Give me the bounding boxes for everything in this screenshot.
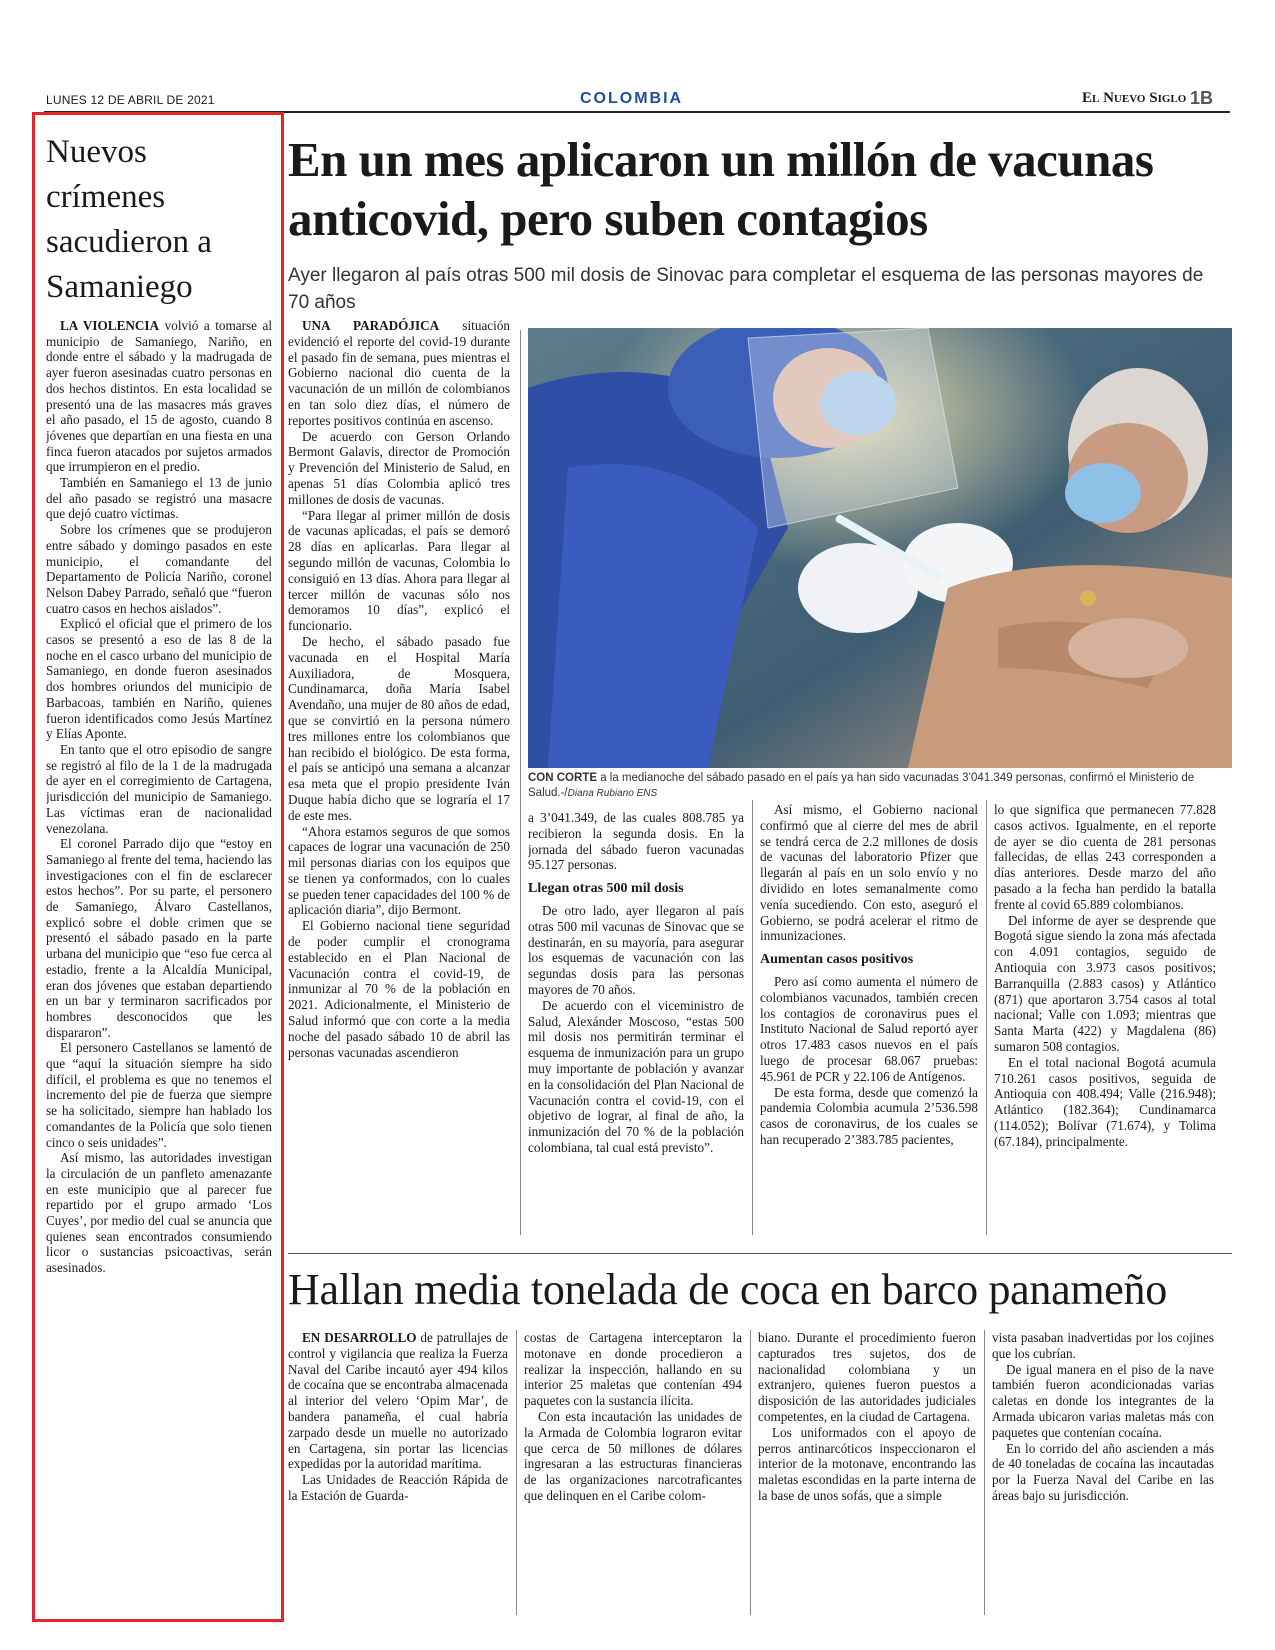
- column-divider: [520, 330, 521, 1235]
- article-paragraph: De hecho, el sábado pasado fue vacunada en el Hospital María Auxiliadora, de Mosquera, Cundinamarca, doña María Isabel Avendaño, una mujer de 80 años de edad, que se convirtió en la persona número tres millones entre los colombianos que han recibido el biológico. De esta forma, el país se anticipó una semana a alcanzar esa meta que el propio presidente Iván Duque había dicho que se lograría el 17 de este mes.: [288, 633, 510, 823]
- caption-text: a la medianoche del sábado pasado en el país ya han sido vacunadas 3’041.349 personas, confirmó el Ministerio de Salud.-/: [528, 772, 1195, 799]
- column-divider: [750, 1330, 751, 1615]
- vaccination-photo: [528, 328, 1232, 768]
- sidebar-kicker: LA VIOLENCIA: [60, 318, 160, 333]
- main-kicker: UNA PARADÓJICA: [302, 318, 440, 333]
- article-paragraph: “Para llegar al primer millón de dosis de vacunas aplicadas, el país se demoró 28 días en aplicarlas. Para llegar al segundo millón de vacunas, Colombia lo consiguió en 13 días. Ahora para llegar al tercer millón de vacunas sólo nos demoramos 10 días”, explicó el funcionario.: [288, 507, 510, 634]
- article-paragraph: a 3’041.349, de las cuales 808.785 ya recibieron la segunda dosis. En la jornada del sábado fueron vacunadas 95.127 personas.: [528, 810, 744, 873]
- second-column-3: [758, 1330, 976, 1620]
- sidebar-paragraph: Explicó el oficial que el primero de los casos se presentó a eso de las 8 de la noche en el casco urbano del municipio de Samaniego, en donde fueron asesinados dos hombres oriundos del municipio de Barbacoas, también en Nariño, quienes fueron identificados como Jesús Martínez y Elías Aponte.: [46, 616, 272, 742]
- second-kicker: EN DESARROLLO: [302, 1330, 417, 1345]
- article-paragraph: El Gobierno nacional tiene seguridad de poder cumplir el cronograma establecido en el Plan Nacional de Vacunación contra el covid-19, de inmunizar al 70 % de la población en 2021. Adicionalmente, el Ministerio de Salud informó que con corte a la media noche del pasado sábado 10 de abril las personas vacunadas ascendieron: [288, 918, 510, 1060]
- main-subheadline: Ayer llegaron al país otras 500 mil dosis de Sinovac para completar el esquema de las personas mayores de 70 años: [288, 265, 1204, 313]
- article-paragraph: De esta forma, desde que comenzó la pandemia Colombia acumula 2’536.598 casos de coronavirus, de los cuales se han recuperado 2’383.785 pacientes,: [760, 1084, 978, 1147]
- article-paragraph: De otro lado, ayer llegaron al país otras 500 mil vacunas de Sinovac que se destinarán, en su mayoría, para asegurar los esquemas de vacunación con las segundas dosis para las personas mayores de 70 años.: [528, 902, 744, 997]
- article-paragraph: lo que significa que permanecen 77.828 casos activos. Igualmente, en el reporte de ayer se dio cuenta de 281 personas fallecidas, de ellas 243 corresponden a días anteriores. Desde marzo del año pasado a la fecha han perdido la batalla frente al covid 65.889 colombianos.: [994, 802, 1216, 912]
- article-paragraph: vista pasaban inadvertidas por los cojines que los cubrían.: [992, 1330, 1214, 1361]
- article-subhead: Llegan otras 500 mil dosis: [528, 881, 684, 897]
- article-paragraph: Pero así como aumenta el número de colombianos vacunados, también crecen los contagios de coronavirus pues el Instituto Nacional de Salud reportó ayer otros 17.483 casos nuevos en el país luego de procesar 68.067 pruebas: 45.961 de PCR y 22.106 de Antígenos.: [760, 973, 978, 1084]
- page-number: 1B: [1190, 88, 1214, 108]
- article-paragraph: De acuerdo con Gerson Orlando Bermont Galavis, director de Promoción y Prevención del Ministerio de Salud, en apenas 51 días Colombia aplicó tres millones de dosis de vacunas.: [288, 428, 510, 507]
- sidebar-headline: Nuevos crímenes sacudieron a Samaniego: [46, 134, 212, 305]
- second-column-1: [288, 1330, 508, 1620]
- column-divider: [516, 1330, 517, 1615]
- sidebar-paragraph: Así mismo, las autoridades investigan la circulación de un panfleto amenazante en este municipio que al parecer fue repartido por el grupo armado ‘Los Cuyes’, por medio del cual se anuncia que quienes sean encontrados consumiendo licor o sustancias psicoactivas, serán asesinados.: [46, 1150, 272, 1276]
- article-paragraph: EN DESARROLLO de patrullajes de control y vigilancia que realiza la Fuerza Naval del Caribe incautó ayer 494 kilos de cocaína que se encontraba almacenada al interior del velero ‘Opim Mar’, de bandera panameña, el cual habría zarpado desde un muelle no autorizado en Cartagena, sin portar las licencias expedidas por la autoridad marítima.: [288, 1330, 508, 1472]
- photo-caption: [528, 771, 1232, 801]
- article-paragraph: De igual manera en el piso de la nave también fueron acondicionadas varias caletas en donde los integrantes de la Armada ubicaron varias maletas más con paquetes que contenían cocaína.: [992, 1361, 1214, 1440]
- column-divider: [986, 800, 987, 1235]
- main-column-3: [760, 802, 978, 1238]
- sidebar-paragraph: También en Samaniego el 13 de junio del año pasado se registró una masacre que dejó cuatro víctimas.: [46, 475, 272, 522]
- sidebar-paragraph: Sobre los crímenes que se produjeron entre sábado y domingo pasados en este municipio, el comandante del Departamento de Policía Nariño, coronel Nelson Dabey Parrado, señaló que “fueron cuatro casos en hechos aislados”.: [46, 522, 272, 616]
- main-column-2: [528, 810, 744, 1238]
- sidebar-paragraph: LA VIOLENCIA volvió a tomarse al municipio de Samaniego, Nariño, en donde entre el sábado y la madrugada de ayer fueron asesinadas cuatro personas en dos hechos distintos. En esta localidad se presentó una de las masacres más graves el año pasado, el 15 de agosto, cuando 8 jóvenes que departían en una fiesta en una finca fueron atacados por sujetos armados que irrumpieron en el predio.: [46, 318, 272, 475]
- article-paragraph: En lo corrido del año ascienden a más de 40 toneladas de cocaína las incautadas por la Fuerza Naval del Caribe en las áreas bajo su jurisdicción.: [992, 1440, 1214, 1503]
- article-subhead: Aumentan casos positivos: [760, 952, 914, 968]
- newspaper-brand: El Nuevo Siglo: [1082, 90, 1187, 106]
- article-paragraph: Las Unidades de Reacción Rápida de la Estación de Guarda-: [288, 1472, 508, 1503]
- sidebar-paragraph: En tanto que el otro episodio de sangre se registró al filo de la 1 de la madrugada de ayer en el corregimiento de Cartagena, jurisdicción del municipio de Samaniego. Las víctimas eran de nacionalidad venezolana.: [46, 741, 272, 836]
- second-column-4: [992, 1330, 1214, 1620]
- sidebar-paragraph: El personero Castellanos se lamentó de que “aquí la situación siempre ha sido difícil, el problema es que no tenemos el incremento del pie de fuerza que siempre se ha solicitado, siempre han hablado los comandantes de la Policía que solo tienen cinco o seis unidades”.: [46, 1040, 272, 1150]
- article-paragraph: Los uniformados con el apoyo de perros antinarcóticos inspeccionaron el interior de la motonave, encontrando las maletas escondidas en la parte interna de la base de unos sofás, que a simple: [758, 1424, 976, 1503]
- article-paragraph: Así mismo, el Gobierno nacional confirmó que al cierre del mes de abril se tendrá cerca de 2.2 millones de dosis de vacunas del laboratorio Pfizer que llegarán al país en un solo envío y no dividido en lotes semanalmente como venía sucediendo. Con esto, aseguró el Gobierno, se podrá acelerar el ritmo de inmunizaciones.: [760, 802, 978, 944]
- article-paragraph: Con esta incautación las unidades de la Armada de Colombia lograron evitar que cerca de 50 millones de dólares ingresaran a las estructuras financieras de las organizaciones narcotraficantes que delinquen en el Caribe colom-: [524, 1408, 742, 1503]
- article-paragraph: biano. Durante el procedimiento fueron capturados tres sujetos, dos de nacionalidad colombiana y un extranjero, quienes fueron puestos a disposición de las autoridades judiciales competentes, en la ciudad de Cartagena.: [758, 1330, 976, 1424]
- section-name: COLOMBIA: [580, 90, 684, 107]
- story-divider: [288, 1253, 1232, 1254]
- photo-credit: Diana Rubiano ENS: [567, 788, 658, 799]
- article-paragraph: En el total nacional Bogotá acumula 710.261 casos positivos, seguida de Antioquia con 408.494; Valle (216.948); Atlántico (182.364); Cundinamarca (114.052); Bolívar (71.674), y Tolima (67.184), principalmente.: [994, 1054, 1216, 1149]
- second-headline: Hallan media tonelada de coca en barco panameño: [288, 1265, 1167, 1314]
- article-paragraph: Del informe de ayer se desprende que Bogotá sigue siendo la zona más afectada con 4.091 contagios, seguido de Antioquia con 3.973 casos positivos; Barranquilla (2.883 casos) y Atlántico (871) que aportaron 3.754 casos al total nacional; Valle con 1.093; mientras que Santa Marta (422) y Magdalena (86) sumaron 508 contagios.: [994, 912, 1216, 1054]
- main-column-1: [288, 318, 510, 1238]
- column-divider: [752, 800, 753, 1235]
- second-column-2: [524, 1330, 742, 1620]
- article-paragraph: UNA PARADÓJICA situación evidenció el reporte del covid-19 durante el pasado fin de semana, pues mientras el Gobierno nacional dio cuenta de la vacunación de un millón de colombianos en tan solo diez días, el número de reportes positivos continúa en ascenso.: [288, 318, 510, 428]
- article-paragraph: costas de Cartagena interceptaron la motonave en donde procedieron a realizar la inspección, hallando en su interior 25 maletas que contenían 494 paquetes con la sustancia ilícita.: [524, 1330, 742, 1409]
- edition-date: LUNES 12 DE ABRIL DE 2021: [46, 93, 215, 107]
- main-column-4: [994, 802, 1216, 1238]
- main-headline: En un mes aplicaron un millón de vacunas anticovid, pero suben contagios: [288, 132, 1154, 246]
- sidebar-paragraph: El coronel Parrado dijo que “estoy en Samaniego al frente del tema, haciendo las investigaciones con el fin de esclarecer estos hechos”. Por su parte, el personero de Samaniego, Álvaro Castellanos, explicó sobre el doble crimen que se presentó el sábado pasado en la parte urbana del municipio que “eso fue cerca al estadio, frente a la Alcaldía Municipal, eran dos jóvenes que estaban departiendo en un bar y terminaron sacrificados por hombres desconocidos que les dispararon”.: [46, 836, 272, 1040]
- caption-lead: CON CORTE: [528, 772, 597, 784]
- sidebar-article-body: [46, 318, 272, 1618]
- column-divider: [984, 1330, 985, 1615]
- article-paragraph: De acuerdo con el viceministro de Salud, Alexánder Moscoso, “estas 500 mil dosis nos permitirán terminar el esquema de inmunización para un grupo muy importante de población y avanzar en la consolidación del Plan Nacional de Vacunación contra el covid-19, con el objetivo de lograr, al final de año, la inmunización del 70 % de la población colombiana, tal cual está previsto”.: [528, 997, 744, 1155]
- article-paragraph: “Ahora estamos seguros de que somos capaces de lograr una vacunación de 250 mil personas diarias con los equipos que se tienen ya conformados, con lo cuales se pueden tener capacidades del 100 % de aplicación diaria”, dijo Bermont.: [288, 823, 510, 918]
